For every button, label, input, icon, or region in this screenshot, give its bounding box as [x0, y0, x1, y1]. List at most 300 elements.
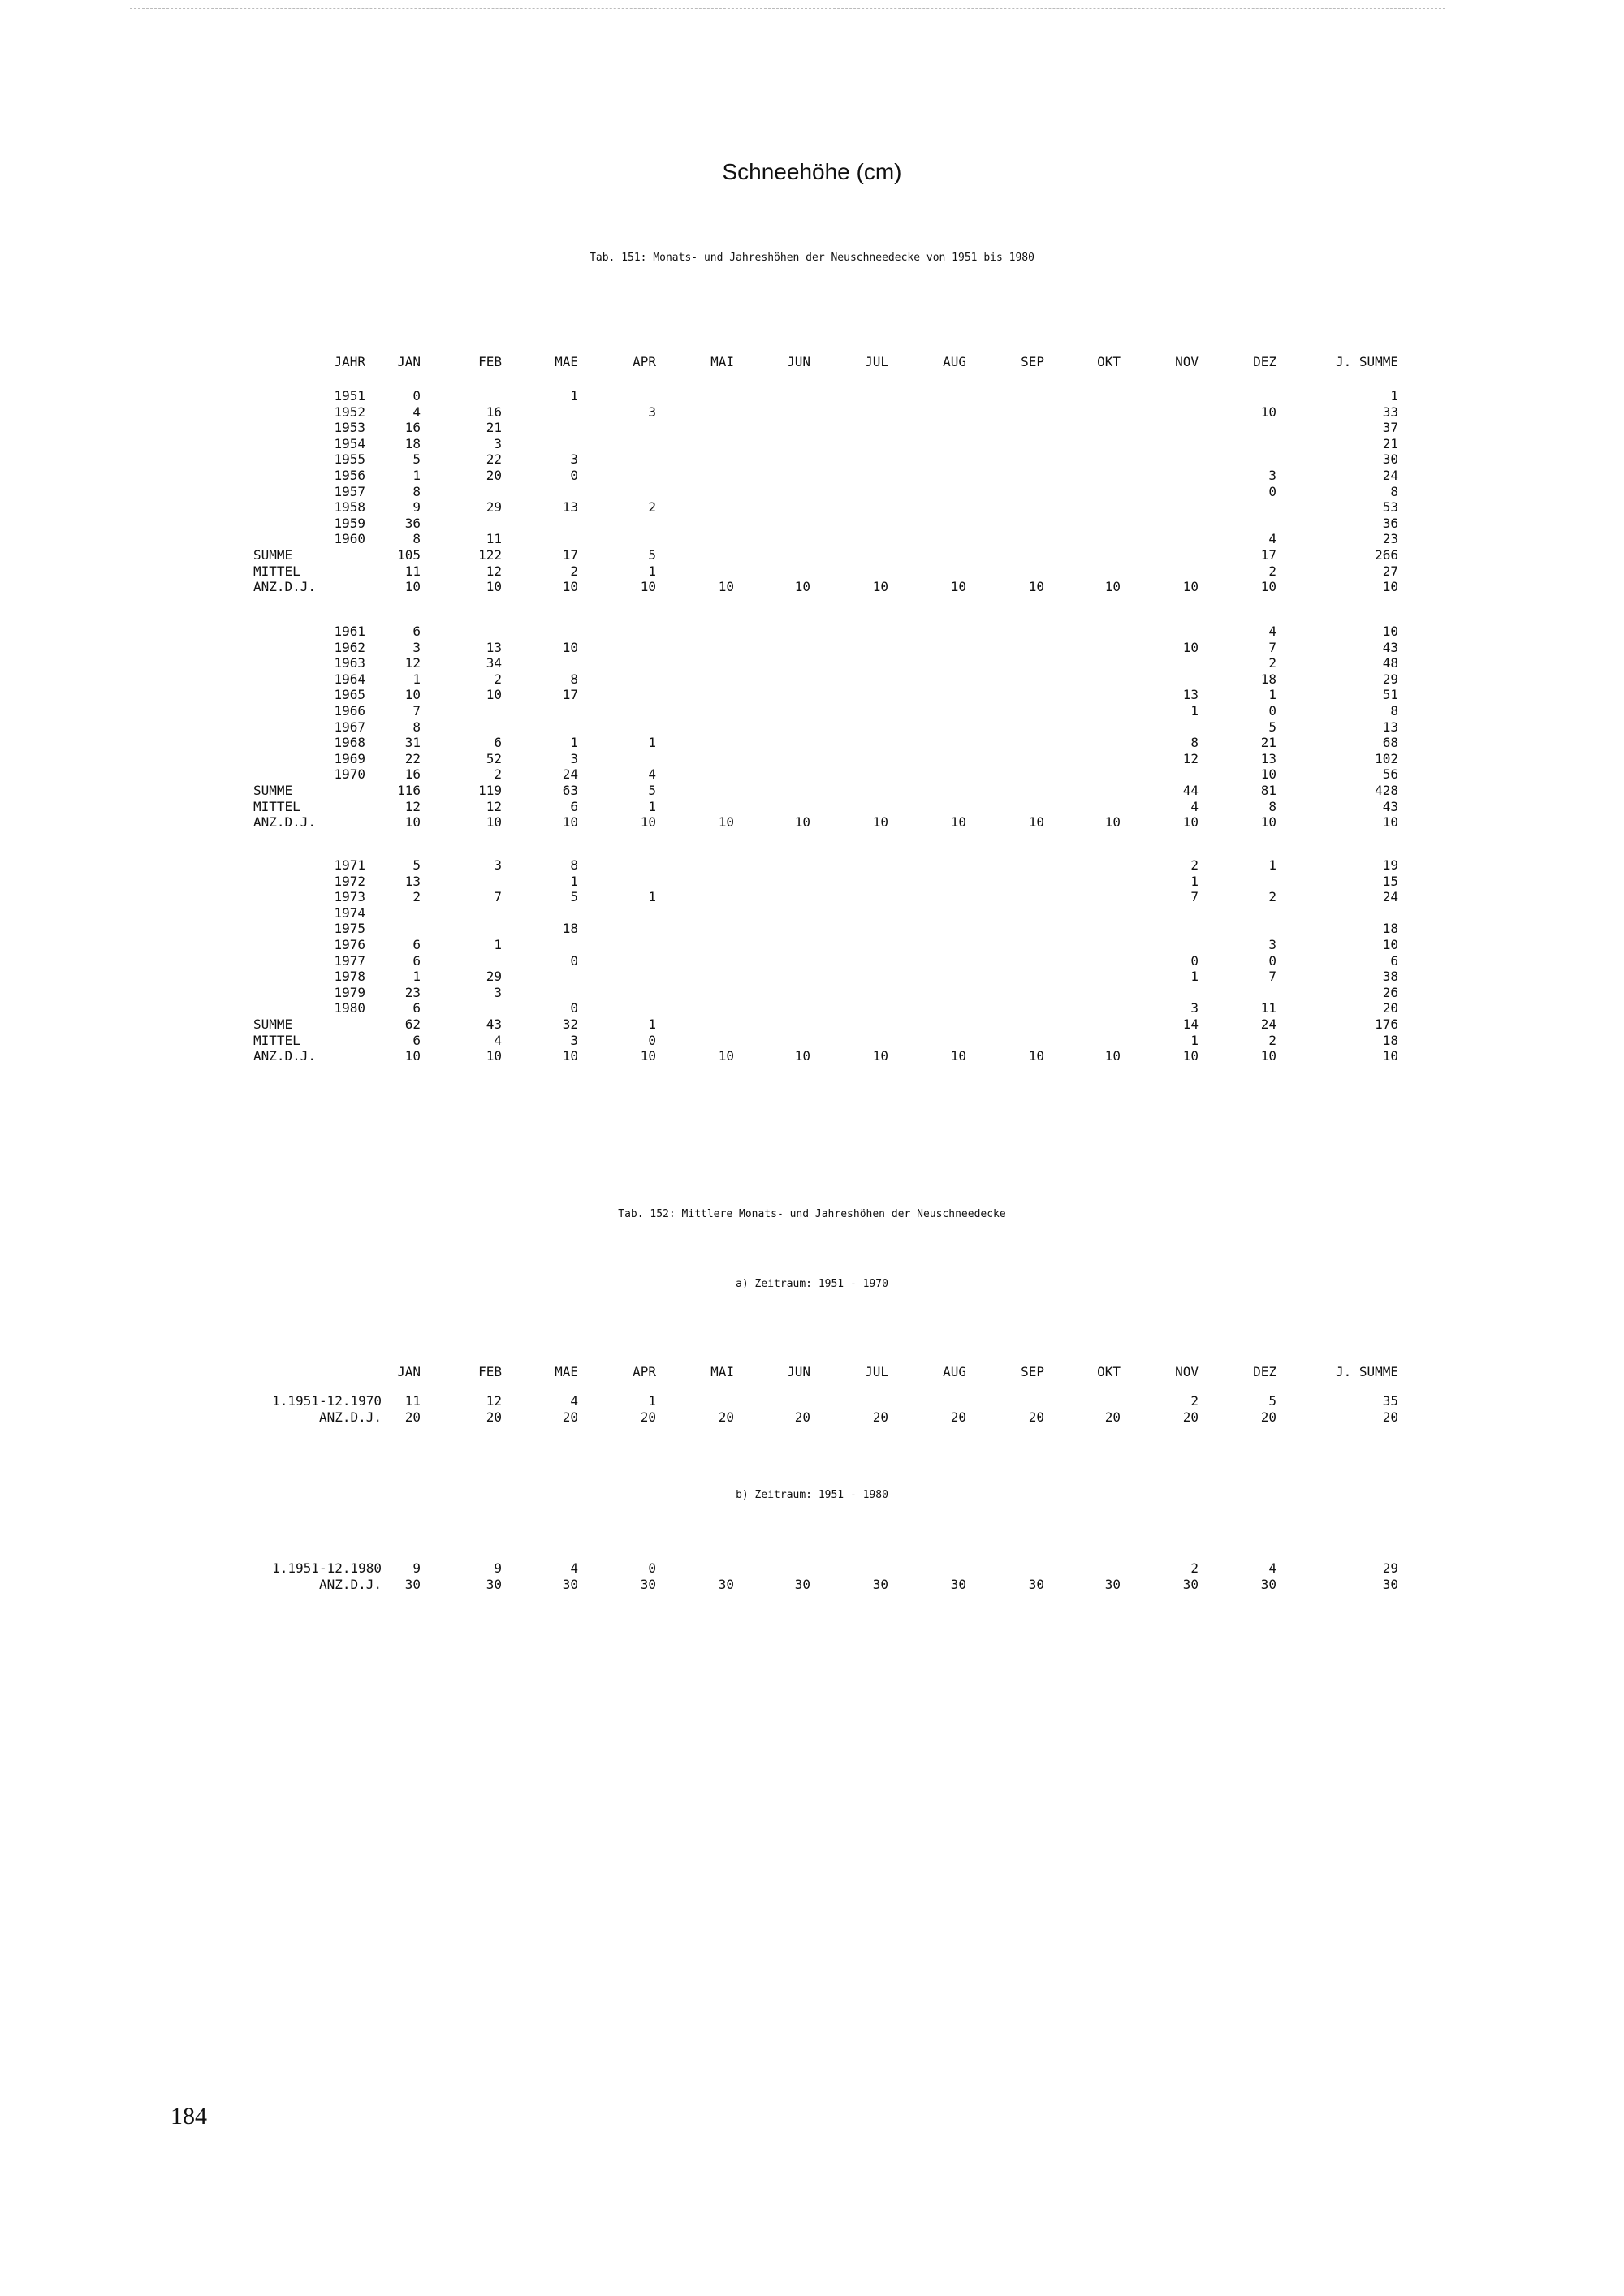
data-cell: 2	[494, 766, 502, 783]
data-cell: 36	[1382, 515, 1398, 531]
data-cell: 6	[1390, 952, 1398, 969]
data-cell: 10	[950, 579, 966, 595]
data-cell: 3	[1268, 937, 1276, 952]
data-cell: 266	[1375, 547, 1398, 563]
year-label: 1957	[334, 483, 365, 499]
stat-row	[0, 1033, 1624, 1048]
stat-label: MITTEL	[253, 798, 300, 814]
data-cell: 5	[412, 857, 421, 873]
year-row	[0, 640, 1624, 655]
data-cell: 17	[562, 547, 578, 563]
data-cell: 20	[404, 1409, 421, 1425]
year-row	[0, 420, 1624, 435]
column-header: MAE	[555, 1364, 578, 1379]
data-cell: 10	[404, 814, 421, 831]
data-cell: 24	[562, 766, 578, 783]
data-cell: 0	[570, 1000, 578, 1016]
data-cell: 0	[570, 468, 578, 483]
year-label: 1961	[334, 624, 365, 639]
row-label: 1.1951-12.1970	[272, 1393, 382, 1409]
data-cell: 18	[404, 435, 421, 451]
data-cell: 21	[1382, 435, 1398, 451]
data-cell: 32	[562, 1016, 578, 1032]
data-cell: 1	[1190, 703, 1199, 719]
data-cell: 105	[397, 547, 421, 563]
data-cell: 81	[1260, 783, 1276, 798]
column-header: JUL	[865, 1364, 888, 1379]
data-cell: 1	[412, 671, 421, 687]
year-label: 1968	[334, 735, 365, 751]
data-cell: 68	[1382, 735, 1398, 751]
data-cell: 8	[1268, 798, 1276, 814]
data-cell: 10	[1382, 937, 1398, 952]
year-row	[0, 953, 1624, 969]
data-cell: 30	[404, 1577, 421, 1592]
data-cell: 10	[562, 579, 578, 595]
data-cell: 7	[494, 889, 502, 905]
data-cell: 3	[494, 435, 502, 451]
data-cell: 22	[404, 750, 421, 766]
data-cell: 3	[494, 984, 502, 1000]
data-cell: 10	[1028, 579, 1044, 595]
column-header: APR	[633, 1364, 656, 1379]
data-cell: 53	[1382, 499, 1398, 516]
data-cell: 12	[404, 655, 421, 671]
data-cell: 20	[950, 1409, 966, 1425]
year-row	[0, 766, 1624, 782]
data-cell: 6	[494, 735, 502, 751]
data-cell: 36	[404, 515, 421, 531]
data-cell: 8	[570, 671, 578, 687]
summary-row	[0, 1409, 1624, 1425]
data-cell: 10	[950, 814, 966, 831]
data-cell: 0	[570, 952, 578, 969]
data-cell: 1	[570, 388, 578, 404]
data-cell: 428	[1375, 783, 1398, 798]
data-cell: 30	[872, 1577, 888, 1592]
year-row	[0, 624, 1624, 639]
page-number: 184	[171, 2103, 207, 2130]
year-label: 1956	[334, 468, 365, 483]
data-cell: 10	[1382, 624, 1398, 639]
year-row	[0, 468, 1624, 483]
data-cell: 20	[1260, 1409, 1276, 1425]
data-cell: 23	[1382, 531, 1398, 547]
data-cell: 1	[1190, 969, 1199, 985]
data-cell: 10	[872, 1048, 888, 1064]
data-cell: 33	[1382, 404, 1398, 420]
data-cell: 20	[1382, 1409, 1398, 1425]
data-cell: 10	[1260, 766, 1276, 783]
data-cell: 7	[1268, 639, 1276, 655]
summary-row	[0, 1393, 1624, 1409]
column-header: MAE	[555, 354, 578, 369]
stat-label: ANZ.D.J.	[253, 579, 317, 595]
year-row	[0, 735, 1624, 750]
data-cell: 5	[648, 783, 656, 798]
data-cell: 11	[404, 1393, 421, 1409]
data-cell: 2	[1268, 563, 1276, 579]
data-cell: 17	[562, 687, 578, 703]
data-cell: 24	[1382, 889, 1398, 905]
summary-row	[0, 1560, 1624, 1576]
year-label: 1953	[334, 420, 365, 436]
data-cell: 8	[1390, 703, 1398, 719]
year-row	[0, 655, 1624, 671]
data-cell: 10	[718, 1048, 734, 1064]
year-row	[0, 404, 1624, 420]
data-cell: 20	[1182, 1409, 1199, 1425]
tab152a-header-row	[0, 1364, 1624, 1379]
data-cell: 0	[1190, 952, 1199, 969]
stat-label: ANZ.D.J.	[253, 1048, 317, 1064]
column-header: SEP	[1021, 354, 1044, 369]
data-cell: 18	[1382, 921, 1398, 937]
stat-label: SUMME	[253, 547, 293, 563]
data-cell: 10	[1028, 1048, 1044, 1064]
data-cell: 10	[1260, 1048, 1276, 1064]
data-cell: 122	[478, 547, 502, 563]
column-header: J. SUMME	[1335, 354, 1398, 369]
year-row	[0, 499, 1624, 515]
year-row	[0, 484, 1624, 499]
data-cell: 2	[648, 499, 656, 516]
data-cell: 4	[412, 404, 421, 420]
data-cell: 62	[404, 1016, 421, 1032]
column-header: OKT	[1097, 354, 1121, 369]
data-cell: 7	[1268, 969, 1276, 985]
data-cell: 1	[412, 468, 421, 483]
data-cell: 20	[872, 1409, 888, 1425]
data-cell: 10	[1182, 579, 1199, 595]
year-label: 1973	[334, 889, 365, 905]
data-cell: 9	[494, 1560, 502, 1576]
data-cell: 35	[1382, 1393, 1398, 1409]
data-cell: 3	[1190, 1000, 1199, 1016]
column-header: APR	[633, 354, 656, 369]
data-cell: 0	[648, 1032, 656, 1048]
data-cell: 20	[718, 1409, 734, 1425]
data-cell: 1	[648, 1016, 656, 1032]
data-cell: 10	[1182, 639, 1199, 655]
data-cell: 10	[1182, 814, 1199, 831]
data-cell: 6	[412, 952, 421, 969]
year-label: 1979	[334, 984, 365, 1000]
data-cell: 27	[1382, 563, 1398, 579]
year-label: 1960	[334, 531, 365, 547]
year-label: 1976	[334, 937, 365, 952]
data-cell: 12	[486, 563, 502, 579]
year-label: 1952	[334, 404, 365, 420]
data-cell: 21	[1260, 735, 1276, 751]
data-cell: 8	[1390, 483, 1398, 499]
data-cell: 13	[486, 639, 502, 655]
year-label: 1970	[334, 766, 365, 783]
column-header: JAN	[397, 1364, 421, 1379]
data-cell: 0	[648, 1560, 656, 1576]
year-row	[0, 703, 1624, 719]
data-cell: 3	[494, 857, 502, 873]
data-cell: 10	[1182, 1048, 1199, 1064]
data-cell: 16	[404, 766, 421, 783]
column-header: AUG	[943, 1364, 966, 1379]
data-cell: 4	[570, 1560, 578, 1576]
year-label: 1971	[334, 857, 365, 873]
data-cell: 24	[1382, 468, 1398, 483]
summary-row	[0, 1577, 1624, 1592]
data-cell: 12	[486, 1393, 502, 1409]
data-cell: 6	[570, 798, 578, 814]
data-cell: 43	[486, 1016, 502, 1032]
year-row	[0, 751, 1624, 766]
data-cell: 2	[412, 889, 421, 905]
data-cell: 8	[570, 857, 578, 873]
stat-label: SUMME	[253, 1016, 293, 1032]
data-cell: 6	[412, 1032, 421, 1048]
data-cell: 30	[1028, 1577, 1044, 1592]
stat-label: MITTEL	[253, 563, 300, 579]
data-cell: 20	[794, 1409, 810, 1425]
year-row	[0, 719, 1624, 735]
data-cell: 30	[1382, 451, 1398, 468]
year-label: 1962	[334, 639, 365, 655]
data-cell: 24	[1260, 1016, 1276, 1032]
year-label: 1958	[334, 499, 365, 516]
data-cell: 29	[486, 969, 502, 985]
data-cell: 10	[404, 687, 421, 703]
stat-row	[0, 579, 1624, 594]
data-cell: 10	[794, 1048, 810, 1064]
year-row	[0, 687, 1624, 702]
data-cell: 10	[872, 579, 888, 595]
column-header: FEB	[478, 354, 502, 369]
data-cell: 30	[1382, 1577, 1398, 1592]
data-cell: 3	[570, 451, 578, 468]
data-cell: 10	[1104, 814, 1121, 831]
data-cell: 30	[486, 1577, 502, 1592]
data-cell: 1	[1268, 857, 1276, 873]
column-header: MAI	[710, 354, 734, 369]
data-cell: 12	[486, 798, 502, 814]
data-cell: 1	[648, 889, 656, 905]
data-cell: 3	[570, 1032, 578, 1048]
row-label: 1.1951-12.1980	[272, 1560, 382, 1576]
data-cell: 14	[1182, 1016, 1199, 1032]
data-cell: 9	[412, 1560, 421, 1576]
year-label: 1967	[334, 719, 365, 735]
data-cell: 22	[486, 451, 502, 468]
data-cell: 29	[1382, 1560, 1398, 1576]
data-cell: 119	[478, 783, 502, 798]
data-cell: 176	[1375, 1016, 1398, 1032]
data-cell: 43	[1382, 798, 1398, 814]
data-cell: 10	[562, 1048, 578, 1064]
data-cell: 4	[1268, 624, 1276, 639]
data-cell: 15	[1382, 873, 1398, 889]
data-cell: 0	[412, 388, 421, 404]
data-cell: 6	[412, 1000, 421, 1016]
column-header: NOV	[1175, 354, 1199, 369]
data-cell: 56	[1382, 766, 1398, 783]
year-label: 1959	[334, 515, 365, 531]
column-header: JAHR	[334, 354, 365, 369]
data-cell: 10	[872, 814, 888, 831]
data-cell: 23	[404, 984, 421, 1000]
data-cell: 20	[486, 1409, 502, 1425]
stat-row	[0, 799, 1624, 814]
data-cell: 10	[1382, 1048, 1398, 1064]
tab152b-caption: b) Zeitraum: 1951 - 1980	[736, 1489, 888, 1501]
stat-row	[0, 547, 1624, 563]
data-cell: 1	[1268, 687, 1276, 703]
data-cell: 12	[404, 798, 421, 814]
data-cell: 10	[718, 579, 734, 595]
data-cell: 29	[1382, 671, 1398, 687]
data-cell: 1	[1190, 873, 1199, 889]
data-cell: 4	[570, 1393, 578, 1409]
year-label: 1977	[334, 952, 365, 969]
data-cell: 1	[648, 798, 656, 814]
data-cell: 9	[412, 499, 421, 516]
data-cell: 3	[648, 404, 656, 420]
data-cell: 30	[794, 1577, 810, 1592]
tab152-caption: Tab. 152: Mittlere Monats- und Jahreshöhen der Neuschneedecke	[618, 1208, 1006, 1220]
scan-top-edge	[130, 8, 1445, 9]
data-cell: 10	[404, 579, 421, 595]
year-row	[0, 905, 1624, 921]
stat-row	[0, 783, 1624, 798]
data-cell: 1	[570, 873, 578, 889]
data-cell: 4	[494, 1032, 502, 1048]
column-header: JUN	[787, 1364, 810, 1379]
data-cell: 3	[412, 639, 421, 655]
data-cell: 30	[640, 1577, 656, 1592]
data-cell: 4	[648, 766, 656, 783]
data-cell: 30	[950, 1577, 966, 1592]
tab152a-caption: a) Zeitraum: 1951 - 1970	[736, 1278, 888, 1290]
year-label: 1965	[334, 687, 365, 703]
data-cell: 10	[718, 814, 734, 831]
data-cell: 63	[562, 783, 578, 798]
year-row	[0, 516, 1624, 531]
data-cell: 44	[1182, 783, 1199, 798]
stat-row	[0, 1048, 1624, 1064]
data-cell: 5	[570, 889, 578, 905]
data-cell: 5	[412, 451, 421, 468]
year-label: 1980	[334, 1000, 365, 1016]
data-cell: 20	[640, 1409, 656, 1425]
column-header: J. SUMME	[1335, 1364, 1398, 1379]
year-label: 1963	[334, 655, 365, 671]
data-cell: 20	[486, 468, 502, 483]
data-cell: 2	[1190, 857, 1199, 873]
data-cell: 30	[562, 1577, 578, 1592]
data-cell: 10	[1104, 1048, 1121, 1064]
data-cell: 10	[486, 687, 502, 703]
year-row	[0, 1000, 1624, 1016]
year-label: 1964	[334, 671, 365, 687]
column-header: FEB	[478, 1364, 502, 1379]
stat-label: ANZ.D.J.	[253, 814, 317, 831]
data-cell: 10	[486, 1048, 502, 1064]
data-cell: 48	[1382, 655, 1398, 671]
year-label: 1951	[334, 388, 365, 404]
data-cell: 2	[494, 671, 502, 687]
year-label: 1969	[334, 750, 365, 766]
data-cell: 16	[404, 420, 421, 436]
data-cell: 17	[1260, 547, 1276, 563]
year-label: 1972	[334, 873, 365, 889]
data-cell: 10	[562, 814, 578, 831]
data-cell: 10	[562, 639, 578, 655]
data-cell: 2	[1190, 1560, 1199, 1576]
year-label: 1978	[334, 969, 365, 985]
year-label: 1974	[334, 904, 365, 921]
data-cell: 6	[412, 937, 421, 952]
data-cell: 10	[950, 1048, 966, 1064]
data-cell: 13	[1382, 719, 1398, 735]
data-cell: 1	[494, 937, 502, 952]
column-header: JAN	[397, 354, 421, 369]
data-cell: 10	[1104, 579, 1121, 595]
data-cell: 4	[1268, 531, 1276, 547]
data-cell: 13	[1182, 687, 1199, 703]
data-cell: 2	[1268, 889, 1276, 905]
data-cell: 3	[570, 750, 578, 766]
data-cell: 116	[397, 783, 421, 798]
data-cell: 1	[412, 969, 421, 985]
data-cell: 8	[1190, 735, 1199, 751]
year-row	[0, 857, 1624, 873]
year-row	[0, 671, 1624, 687]
data-cell: 8	[412, 483, 421, 499]
column-header: NOV	[1175, 1364, 1199, 1379]
data-cell: 10	[404, 1048, 421, 1064]
year-row	[0, 985, 1624, 1000]
year-label: 1966	[334, 703, 365, 719]
year-row	[0, 874, 1624, 889]
data-cell: 10	[1382, 814, 1398, 831]
year-label: 1975	[334, 921, 365, 937]
data-cell: 19	[1382, 857, 1398, 873]
data-cell: 1	[570, 735, 578, 751]
data-cell: 3	[1268, 468, 1276, 483]
year-row	[0, 531, 1624, 546]
data-cell: 8	[412, 719, 421, 735]
data-cell: 51	[1382, 687, 1398, 703]
data-cell: 30	[1260, 1577, 1276, 1592]
data-cell: 26	[1382, 984, 1398, 1000]
column-header: SEP	[1021, 1364, 1044, 1379]
year-row	[0, 451, 1624, 467]
year-row	[0, 921, 1624, 936]
data-cell: 20	[1028, 1409, 1044, 1425]
data-cell: 2	[570, 563, 578, 579]
data-cell: 10	[640, 1048, 656, 1064]
column-header: OKT	[1097, 1364, 1121, 1379]
data-cell: 1	[648, 1393, 656, 1409]
data-cell: 29	[486, 499, 502, 516]
data-cell: 52	[486, 750, 502, 766]
data-cell: 20	[1382, 1000, 1398, 1016]
data-cell: 10	[1260, 404, 1276, 420]
row-label: ANZ.D.J.	[318, 1409, 382, 1425]
stat-row	[0, 1016, 1624, 1032]
row-label: ANZ.D.J.	[318, 1577, 382, 1592]
data-cell: 2	[1268, 655, 1276, 671]
data-cell: 10	[486, 814, 502, 831]
data-cell: 10	[794, 814, 810, 831]
